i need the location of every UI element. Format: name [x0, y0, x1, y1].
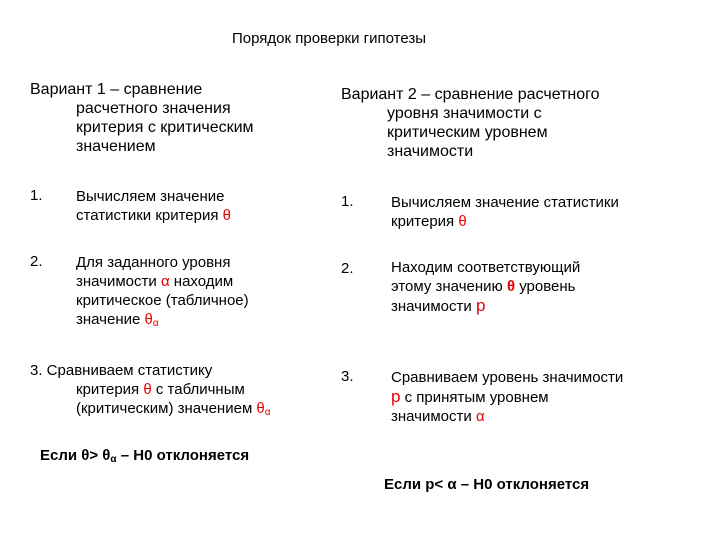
- left-step2-line: значение: [76, 311, 141, 328]
- alpha-subscript: α: [110, 454, 117, 465]
- right-step2-text: [391, 258, 580, 316]
- left-heading: [30, 80, 254, 156]
- theta-symbol: θ: [143, 381, 152, 398]
- right-step3-line: Сравниваем уровень значимости: [391, 369, 624, 386]
- right-heading-line: значимости: [387, 143, 474, 160]
- left-step3-text: [30, 361, 271, 422]
- right-step2-line: этому значению: [391, 278, 503, 295]
- theta-symbol: θ: [458, 213, 467, 230]
- right-heading-line: Вариант 2 – сравнение расчетного: [341, 86, 600, 103]
- left-heading-line: критерия с критическим: [76, 119, 254, 136]
- left-heading-line: Вариант 1 – сравнение: [30, 81, 203, 98]
- theta-symbol: θ: [256, 400, 265, 417]
- left-step3-line: с табличным: [155, 381, 245, 398]
- p-symbol: p: [391, 387, 401, 406]
- right-heading-line: уровня значимости с: [387, 105, 542, 122]
- right-step3-text: [391, 368, 623, 426]
- left-step1-line: Вычисляем значение: [76, 188, 225, 205]
- left-heading-line: значением: [76, 138, 156, 155]
- right-step1-line: Вычисляем значение статистики: [391, 194, 619, 211]
- theta-symbol: θ: [144, 311, 153, 328]
- left-step1-number: 1.: [30, 187, 43, 204]
- left-step2-line: Для заданного уровня: [76, 254, 231, 271]
- left-step1-text: [76, 187, 231, 225]
- right-step1-number: 1.: [341, 193, 354, 210]
- right-step3-line: значимости: [391, 408, 472, 425]
- right-step2-line: уровень: [519, 278, 576, 295]
- theta-symbol: θ: [506, 278, 516, 295]
- theta-symbol: θ: [222, 207, 232, 224]
- left-step2-line: находим: [173, 273, 234, 290]
- p-symbol: p: [475, 296, 486, 315]
- left-step3-line: (критическим) значением: [76, 400, 253, 417]
- right-conclusion: Если p< α – H0 отклоняется: [384, 476, 590, 493]
- alpha-subscript: α: [152, 318, 159, 329]
- theta-alpha-symbol: [256, 400, 270, 417]
- right-step3-line: с принятым уровнем: [404, 389, 549, 406]
- left-step2-line: значимости: [76, 273, 157, 290]
- left-step2-text: [76, 253, 249, 333]
- left-conclusion: [40, 447, 249, 465]
- alpha-symbol: α: [160, 273, 170, 290]
- left-step2-number: 2.: [30, 253, 43, 270]
- right-step2-number: 2.: [341, 260, 354, 277]
- theta-alpha-symbol: [145, 311, 159, 328]
- right-heading-line: критическим уровнем: [387, 124, 548, 141]
- left-step3-line: 3. Сравниваем статистику: [30, 362, 213, 379]
- right-step3-number: 3.: [341, 368, 354, 385]
- left-conclusion-part: – H0 отклоняется: [116, 447, 250, 464]
- alpha-symbol: α: [475, 408, 485, 425]
- alpha-subscript: α: [264, 407, 271, 418]
- left-conclusion-part: Если θ> θ: [40, 447, 111, 464]
- right-heading: [341, 85, 600, 161]
- left-step3-line: критерия: [76, 381, 140, 398]
- page-title: Порядок проверки гипотезы: [232, 30, 427, 47]
- right-step1-text: [391, 193, 619, 231]
- left-heading-line: расчетного значения: [76, 100, 231, 117]
- right-step2-line: значимости: [391, 298, 472, 315]
- right-step1-line: критерия: [391, 213, 455, 230]
- left-step1-line: статистики критерия: [76, 207, 219, 224]
- right-step2-line: Находим соответствующий: [391, 259, 581, 276]
- left-step2-line: критическое (табличное): [76, 292, 249, 309]
